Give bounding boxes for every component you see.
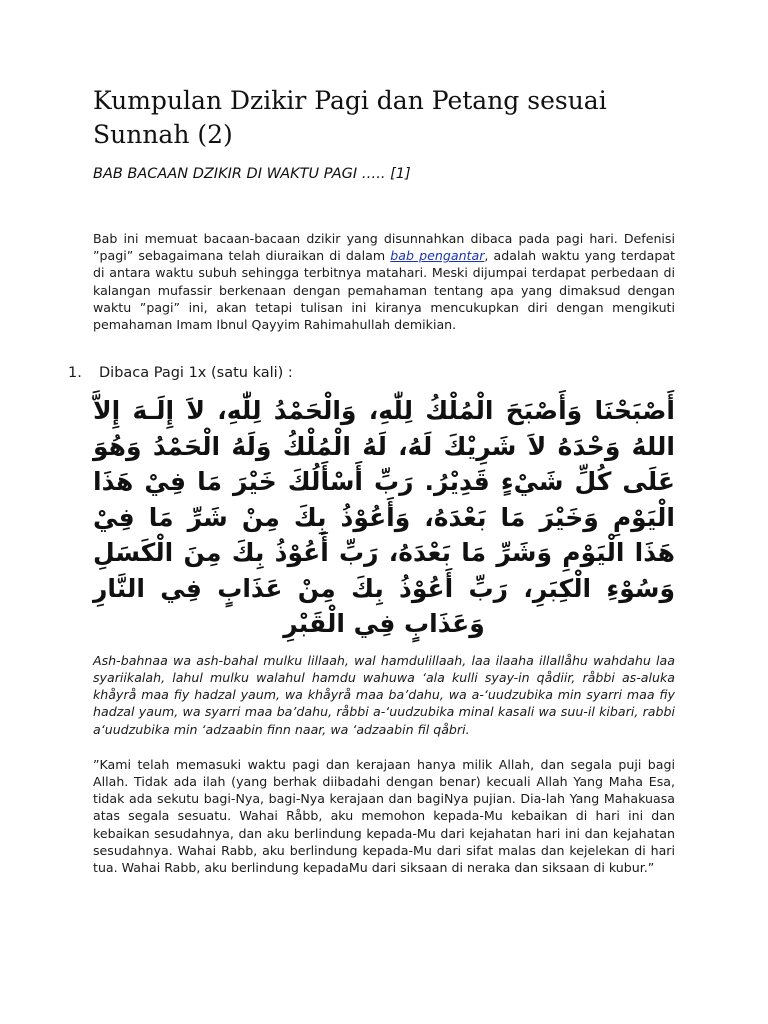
arabic-dzikir-text: أَصْبَحْنَا وَأَصْبَحَ الْمُلْكُ لِلّٰهِ، وَالْحَمْدُ لِلّٰهِ، لاَ إِلَـهَ إِلاَّ اللهُ وَحْدَهُ لاَ شَرِيْكَ لَهُ، لَهُ الْمُلْكُ وَلَهُ الْحَمْدُ وَهُوَ عَلَى كُلِّ شَيْءٍ قَدِيْرُ. رَبِّ أَسْأَلُكَ خَيْرَ مَا فِيْ هَذَا الْيَوْمِ وَخَيْرَ مَا بَعْدَهُ، وَأَعُوْذُ بِكَ مِنْ شَرِّ مَا فِيْ هَذَا الْيَوْمِ وَشَرِّ مَا بَعْدَهُ، رَبِّ أَعُوْذُ بِكَ مِنَ الْكَسَلِ وَسُوْءِ الْكِبَرِ، رَبِّ أَعُوْذُ بِكَ مِنْ عَذَابٍ فِي النَّارِ وَعَذَابٍ فِي الْقَبْرِ: [93, 396, 675, 639]
section-heading: [68, 365, 675, 381]
intro-text-part1: Bab ini memuat bacaan-bacaan dzikir yang disunnahkan dibaca pada pagi hari. Defenisi ”pagi” sebagaimana telah diuraikan di dalam: [93, 231, 675, 264]
document-title: Kumpulan Dzikir Pagi dan Petang sesuai Sunnah (2): [93, 86, 607, 149]
document-page: [68, 84, 675, 876]
intro-paragraph: [93, 230, 675, 333]
section-heading-text: Dibaca Pagi 1x (satu kali) :: [99, 365, 293, 382]
transliteration-paragraph: Ash-bahnaa wa ash-bahal mulku lillaah, wal hamdulillaah, laa ilaaha illallåhu wahdahu laa syariikalah, lahul mulku walahul hamdu wahuwa ‘ala kulli syay-in qådiir, råbbi as-aluka khåyrå maa fiy hadzal yaum, wa khåyrå maa ba’dahu, wa a-‘uudzubika min syarri maa fiy hadzal yaum, wa syarri maa ba’dahu, råbbi a-‘uudzubika minal kasali wa suu-il kibari, rabbi a‘uudzubika min ‘adzaabin finn naar, wa ‘adzaabin fil qåbri.: [93, 652, 675, 737]
intro-text-part2: , adalah waktu yang terdapat di antara waktu subuh sehingga terbitnya matahari. Meski dijumpai terdapat perbedaan di kalangan mufassir berkenaan dengan pemahaman tentang apa yang dimaksud dengan waktu ”pagi” ini, akan tetapi tulisan ini kiranya mencukupkan diri dengan mengikuti pemahaman Imam Ibnul Qayyim Rahimahullah demikian.: [93, 248, 675, 333]
translation-paragraph: ”Kami telah memasuki waktu pagi dan kerajaan hanya milik Allah, dan segala puji bagi Allah. Tidak ada ilah (yang berhak diibadahi dengan benar) kecuali Allah Yang Maha Esa, tidak ada sekutu bagi-Nya, bagi-Nya kerajaan dan bagiNya pujian. Dia-lah Yang Mahakuasa atas segala sesuatu. Wahai Råbb, aku memohon kepada-Mu kebaikan di hari ini dan kebaikan sesudahnya, dan aku berlindung kepada-Mu dari kejahatan hari ini dan kejahatan sesudahnya. Wahai Rabb, aku berlindung kepada-Mu dari sifat malas dan kejelekan di hari tua. Wahai Rabb, aku berlindung kepadaMu dari siksaan di neraka dan siksaan di kubur.”: [93, 756, 675, 875]
section-number: 1.: [68, 365, 82, 382]
section-subtitle: BAB BACAAN DZIKIR DI WAKTU PAGI ….. [1]: [93, 166, 411, 182]
bab-pengantar-link[interactable]: bab pengantar: [390, 248, 485, 264]
